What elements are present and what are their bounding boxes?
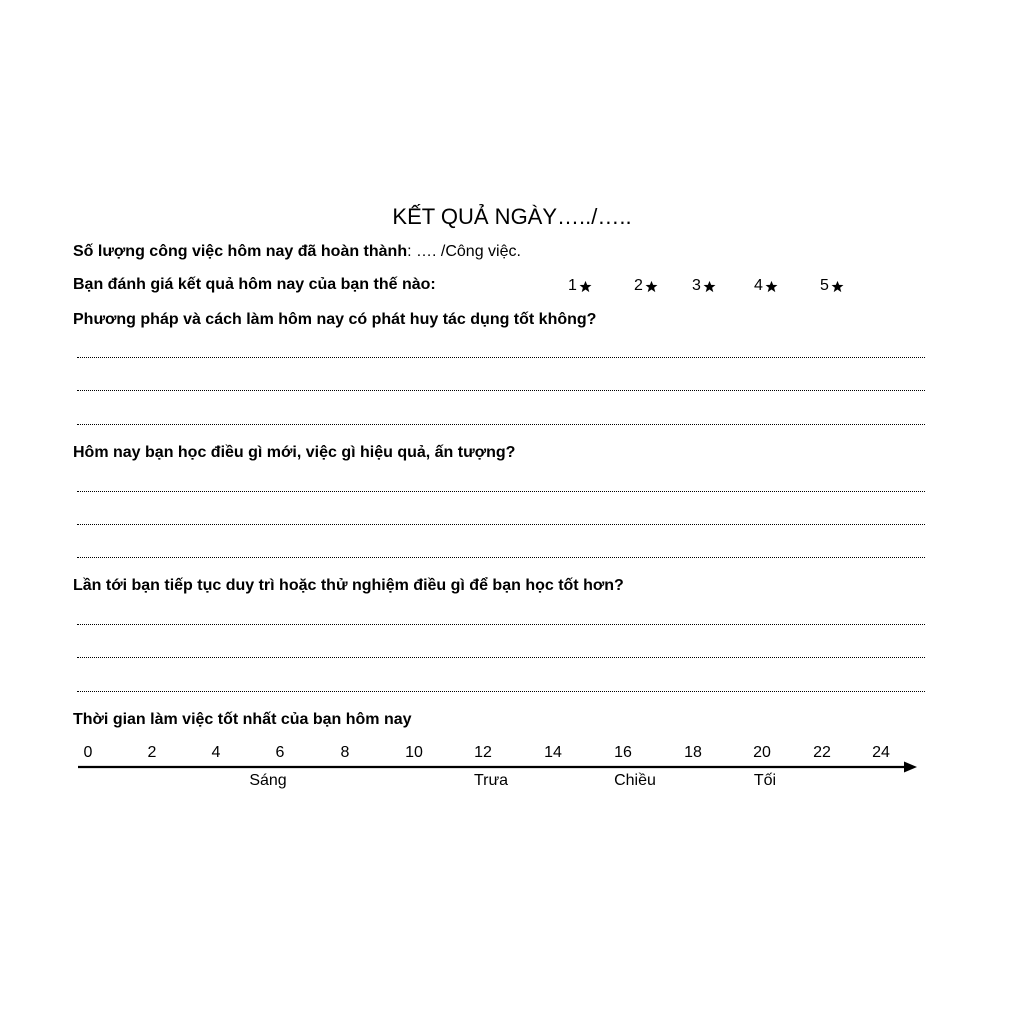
answer-line[interactable] [77, 624, 925, 625]
star-icon [645, 280, 658, 293]
rating-option-4[interactable] [754, 277, 778, 295]
answer-line[interactable] [77, 390, 925, 391]
rating-option-number: 5 [820, 277, 829, 294]
rating-option-number: 1 [568, 277, 577, 294]
timeline-tick: 0 [83, 744, 93, 761]
timeline-tick: 18 [684, 744, 702, 761]
answer-line[interactable] [77, 357, 925, 358]
timeline-tick: 2 [147, 744, 157, 761]
rating-option-2[interactable] [634, 277, 658, 295]
rating-option-number: 2 [634, 277, 643, 294]
rating-option-number: 3 [692, 277, 701, 294]
answer-line[interactable] [77, 691, 925, 692]
period-afternoon: Chiều [614, 772, 656, 789]
star-icon [831, 280, 844, 293]
answer-line[interactable] [77, 424, 925, 425]
period-noon: Trưa [473, 772, 509, 789]
answer-line[interactable] [77, 657, 925, 658]
period-morning: Sáng [249, 772, 287, 789]
rating-label: Bạn đánh giá kết quả hôm nay của bạn thế nào: [73, 276, 436, 293]
timeline-tick: 16 [614, 744, 632, 761]
question-methods: Phương pháp và cách làm hôm nay có phát huy tác dụng tốt không? [73, 311, 597, 328]
timeline-tick: 12 [474, 744, 492, 761]
timeline-tick: 4 [211, 744, 221, 761]
timeline-tick: 10 [405, 744, 423, 761]
completed-tasks-value: : …. /Công việc. [407, 243, 521, 260]
timeline-tick: 6 [275, 744, 285, 761]
timeline-tick: 20 [753, 744, 771, 761]
rating-option-1[interactable] [568, 277, 592, 295]
timeline-tick: 24 [872, 744, 890, 761]
answer-line[interactable] [77, 524, 925, 525]
rating-option-number: 4 [754, 277, 763, 294]
question-learned-today: Hôm nay bạn học điều gì mới, việc gì hiệu quả, ấn tượng? [73, 444, 516, 461]
answer-line[interactable] [77, 491, 925, 492]
timeline-tick: 22 [813, 744, 831, 761]
question-next-time: Lần tới bạn tiếp tục duy trì hoặc thử nghiệm điều gì để bạn học tốt hơn? [73, 577, 624, 594]
star-icon [765, 280, 778, 293]
answer-line[interactable] [77, 557, 925, 558]
page-title: KẾT QUẢ NGÀY…../….. [392, 204, 632, 229]
completed-tasks-label: Số lượng công việc hôm nay đã hoàn thành [73, 243, 408, 260]
rating-option-3[interactable] [692, 277, 716, 295]
star-icon [703, 280, 716, 293]
star-icon [579, 280, 592, 293]
period-evening: Tối [753, 772, 777, 789]
completed-tasks-row [73, 243, 521, 261]
timeline-label: Thời gian làm việc tốt nhất của bạn hôm nay [73, 711, 412, 728]
timeline-tick: 14 [544, 744, 562, 761]
rating-option-5[interactable] [820, 277, 844, 295]
timeline-tick: 8 [340, 744, 350, 761]
